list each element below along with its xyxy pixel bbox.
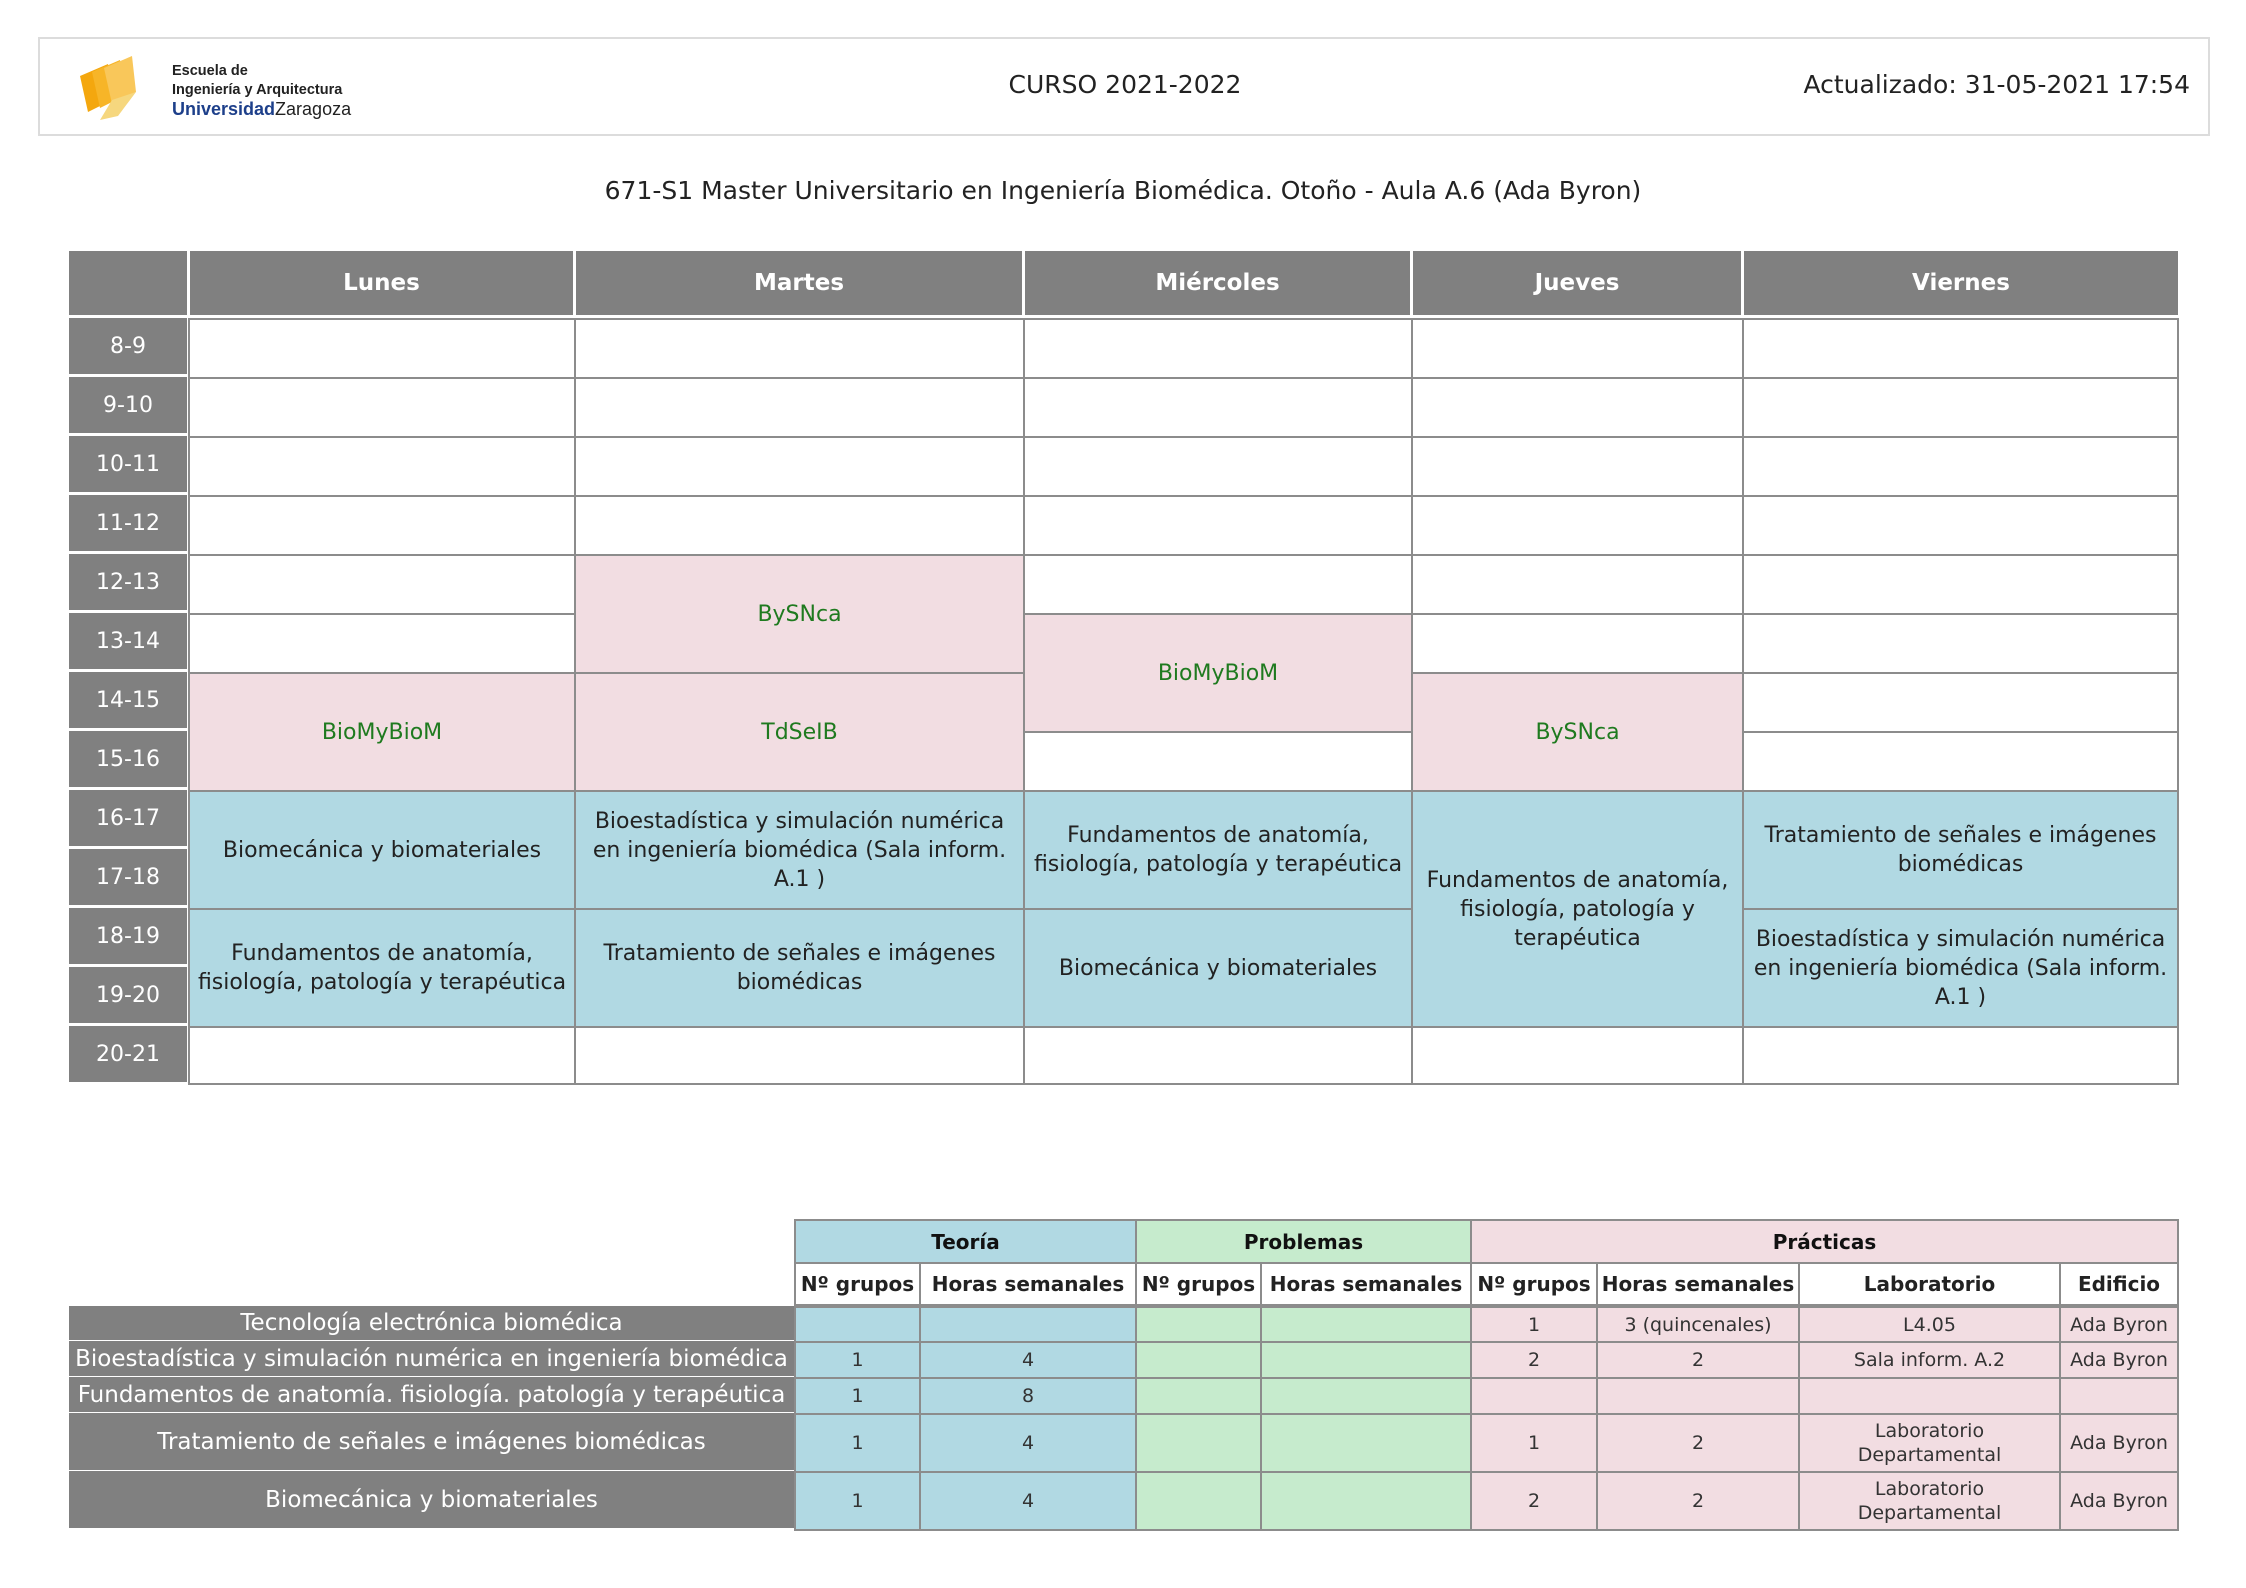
edificio: Ada Byron [2059, 1413, 2179, 1473]
logo-text [172, 62, 351, 120]
teoria-grupos: 1 [794, 1377, 921, 1415]
edificio: Ada Byron [2059, 1471, 2179, 1531]
empty-slot [1023, 1026, 1413, 1085]
subheader-problemas-grupos: Nº grupos [1135, 1262, 1262, 1306]
teoria-grupos: 1 [794, 1471, 921, 1531]
empty-slot [1742, 495, 2179, 556]
empty-slot [1023, 318, 1413, 379]
empty-slot [1742, 1026, 2179, 1085]
logo-line-1: Escuela de [172, 63, 248, 79]
logo-emblem-icon [80, 56, 136, 120]
practicas-grupos: 1 [1470, 1413, 1598, 1473]
time-slot: 12-13 [69, 554, 187, 613]
event-lunes-biomecanica[interactable]: Biomecánica y biomateriales [188, 790, 576, 910]
group-header-teoria: Teoría [794, 1219, 1137, 1264]
laboratorio [1798, 1377, 2061, 1415]
teoria-horas: 4 [919, 1471, 1137, 1531]
empty-slot [1023, 495, 1413, 556]
problemas-horas [1260, 1306, 1472, 1343]
time-slot: 8-9 [69, 318, 187, 377]
empty-slot [574, 495, 1025, 556]
empty-slot [1023, 554, 1413, 615]
day-header-jueves: Jueves [1413, 251, 1741, 315]
empty-slot [574, 1026, 1025, 1085]
time-slot: 15-16 [69, 731, 187, 790]
subject-label: Tecnología electrónica biomédica [69, 1306, 794, 1343]
practicas-horas: 2 [1596, 1413, 1800, 1473]
practicas-grupos [1470, 1377, 1598, 1415]
subheader-laboratorio: Laboratorio [1798, 1262, 2061, 1306]
subject-label: Fundamentos de anatomía. fisiología. patología y terapéutica [69, 1377, 794, 1415]
event-miercoles-fundamentos[interactable]: Fundamentos de anatomía, fisiología, patología y terapéutica [1023, 790, 1413, 910]
time-slot: 14-15 [69, 672, 187, 731]
practicas-grupos: 1 [1470, 1306, 1598, 1343]
edificio [2059, 1377, 2179, 1415]
empty-slot [1411, 1026, 1744, 1085]
problemas-horas [1260, 1471, 1472, 1531]
group-header-problemas: Problemas [1135, 1219, 1472, 1264]
laboratorio: Laboratorio Departamental [1798, 1471, 2061, 1531]
edificio: Ada Byron [2059, 1341, 2179, 1379]
event-lunes-fundamentos[interactable]: Fundamentos de anatomía, fisiología, patología y terapéutica [188, 908, 576, 1028]
subheader-practicas-grupos: Nº grupos [1470, 1262, 1598, 1306]
empty-slot [574, 377, 1025, 438]
empty-slot [188, 318, 576, 379]
empty-slot [188, 613, 576, 674]
problemas-grupos [1135, 1471, 1262, 1531]
event-lunes-biomybiom[interactable]: BioMyBioM [188, 672, 576, 792]
problemas-horas [1260, 1413, 1472, 1473]
time-slot: 19-20 [69, 967, 187, 1026]
subject-label: Tratamiento de señales e imágenes biomédicas [69, 1413, 794, 1473]
practicas-grupos: 2 [1470, 1471, 1598, 1531]
subheader-teoria-horas: Horas semanales [919, 1262, 1137, 1306]
time-slot: 9-10 [69, 377, 187, 436]
event-viernes-bioestadistica[interactable]: Bioestadística y simulación numérica en ingeniería biomédica (Sala inform. A.1 ) [1742, 908, 2179, 1028]
empty-slot [1742, 318, 2179, 379]
empty-slot [1742, 436, 2179, 497]
practicas-grupos: 2 [1470, 1341, 1598, 1379]
laboratorio: Laboratorio Departamental [1798, 1413, 2061, 1473]
time-slot: 16-17 [69, 790, 187, 849]
event-martes-tratamiento[interactable]: Tratamiento de señales e imágenes biomédicas [574, 908, 1025, 1028]
empty-slot [188, 377, 576, 438]
event-martes-bioestadistica[interactable]: Bioestadística y simulación numérica en ingeniería biomédica (Sala inform. A.1 ) [574, 790, 1025, 910]
time-slot: 20-21 [69, 1026, 187, 1085]
empty-slot [1742, 554, 2179, 615]
empty-slot [1742, 613, 2179, 674]
empty-slot [1411, 377, 1744, 438]
updated-timestamp: Actualizado: 31-05-2021 17:54 [1803, 70, 2190, 99]
practicas-horas [1596, 1377, 1800, 1415]
teoria-horas [919, 1306, 1137, 1343]
empty-slot [188, 554, 576, 615]
practicas-horas: 3 (quincenales) [1596, 1306, 1800, 1343]
teoria-grupos [794, 1306, 921, 1343]
subheader-problemas-horas: Horas semanales [1260, 1262, 1472, 1306]
event-jueves-bysnca[interactable]: BySNca [1411, 672, 1744, 792]
empty-slot [1023, 377, 1413, 438]
event-martes-tdseib[interactable]: TdSeIB [574, 672, 1025, 792]
problemas-grupos [1135, 1377, 1262, 1415]
problemas-grupos [1135, 1306, 1262, 1343]
time-slot: 11-12 [69, 495, 187, 554]
group-header-practicas: Prácticas [1470, 1219, 2179, 1264]
laboratorio: Sala inform. A.2 [1798, 1341, 2061, 1379]
empty-slot [1411, 613, 1744, 674]
event-martes-bysnca[interactable]: BySNca [574, 554, 1025, 674]
practicas-horas: 2 [1596, 1471, 1800, 1531]
event-jueves-fundamentos[interactable]: Fundamentos de anatomía, fisiología, patología y terapéutica [1411, 790, 1744, 1028]
problemas-grupos [1135, 1413, 1262, 1473]
empty-slot [1411, 554, 1744, 615]
empty-slot [1742, 672, 2179, 733]
time-slot: 17-18 [69, 849, 187, 908]
logo-university: Universidad [172, 99, 276, 119]
problemas-horas [1260, 1341, 1472, 1379]
empty-slot [188, 1026, 576, 1085]
empty-slot [188, 495, 576, 556]
empty-slot [1023, 731, 1413, 792]
time-slot: 13-14 [69, 613, 187, 672]
empty-slot [1742, 377, 2179, 438]
day-header-martes: Martes [576, 251, 1022, 315]
problemas-grupos [1135, 1341, 1262, 1379]
teoria-horas: 4 [919, 1341, 1137, 1379]
empty-slot [1023, 436, 1413, 497]
event-viernes-tratamiento[interactable]: Tratamiento de señales e imágenes biomédicas [1742, 790, 2179, 910]
empty-slot [574, 436, 1025, 497]
logo-city: Zaragoza [275, 99, 352, 119]
empty-slot [1411, 436, 1744, 497]
teoria-horas: 8 [919, 1377, 1137, 1415]
subheader-practicas-horas: Horas semanales [1596, 1262, 1800, 1306]
teoria-horas: 4 [919, 1413, 1137, 1473]
subject-label: Bioestadística y simulación numérica en ingeniería biomédica [69, 1341, 794, 1379]
teoria-grupos: 1 [794, 1413, 921, 1473]
empty-slot [574, 318, 1025, 379]
day-header-viernes: Viernes [1744, 251, 2178, 315]
practicas-horas: 2 [1596, 1341, 1800, 1379]
logo-line-2: Ingeniería y Arquitectura [172, 82, 343, 98]
day-header-lunes: Lunes [190, 251, 573, 315]
teoria-grupos: 1 [794, 1341, 921, 1379]
empty-slot [188, 436, 576, 497]
subheader-teoria-grupos: Nº grupos [794, 1262, 921, 1306]
time-slot: 18-19 [69, 908, 187, 967]
subject-label: Biomecánica y biomateriales [69, 1471, 794, 1531]
event-miercoles-biomecanica[interactable]: Biomecánica y biomateriales [1023, 908, 1413, 1028]
day-header-miercoles: Miércoles [1025, 251, 1410, 315]
empty-slot [1411, 318, 1744, 379]
time-slot: 10-11 [69, 436, 187, 495]
laboratorio: L4.05 [1798, 1306, 2061, 1343]
timetable-corner [69, 251, 187, 315]
page-title: 671-S1 Master Universitario en Ingeniería Biomédica. Otoño - Aula A.6 (Ada Byron) [604, 176, 1642, 205]
subheader-edificio: Edificio [2059, 1262, 2179, 1306]
empty-slot [1411, 495, 1744, 556]
event-miercoles-biomybiom[interactable]: BioMyBioM [1023, 613, 1413, 733]
empty-slot [1742, 731, 2179, 792]
problemas-horas [1260, 1377, 1472, 1415]
edificio: Ada Byron [2059, 1306, 2179, 1343]
course-label: CURSO 2021-2022 [1008, 70, 1242, 99]
